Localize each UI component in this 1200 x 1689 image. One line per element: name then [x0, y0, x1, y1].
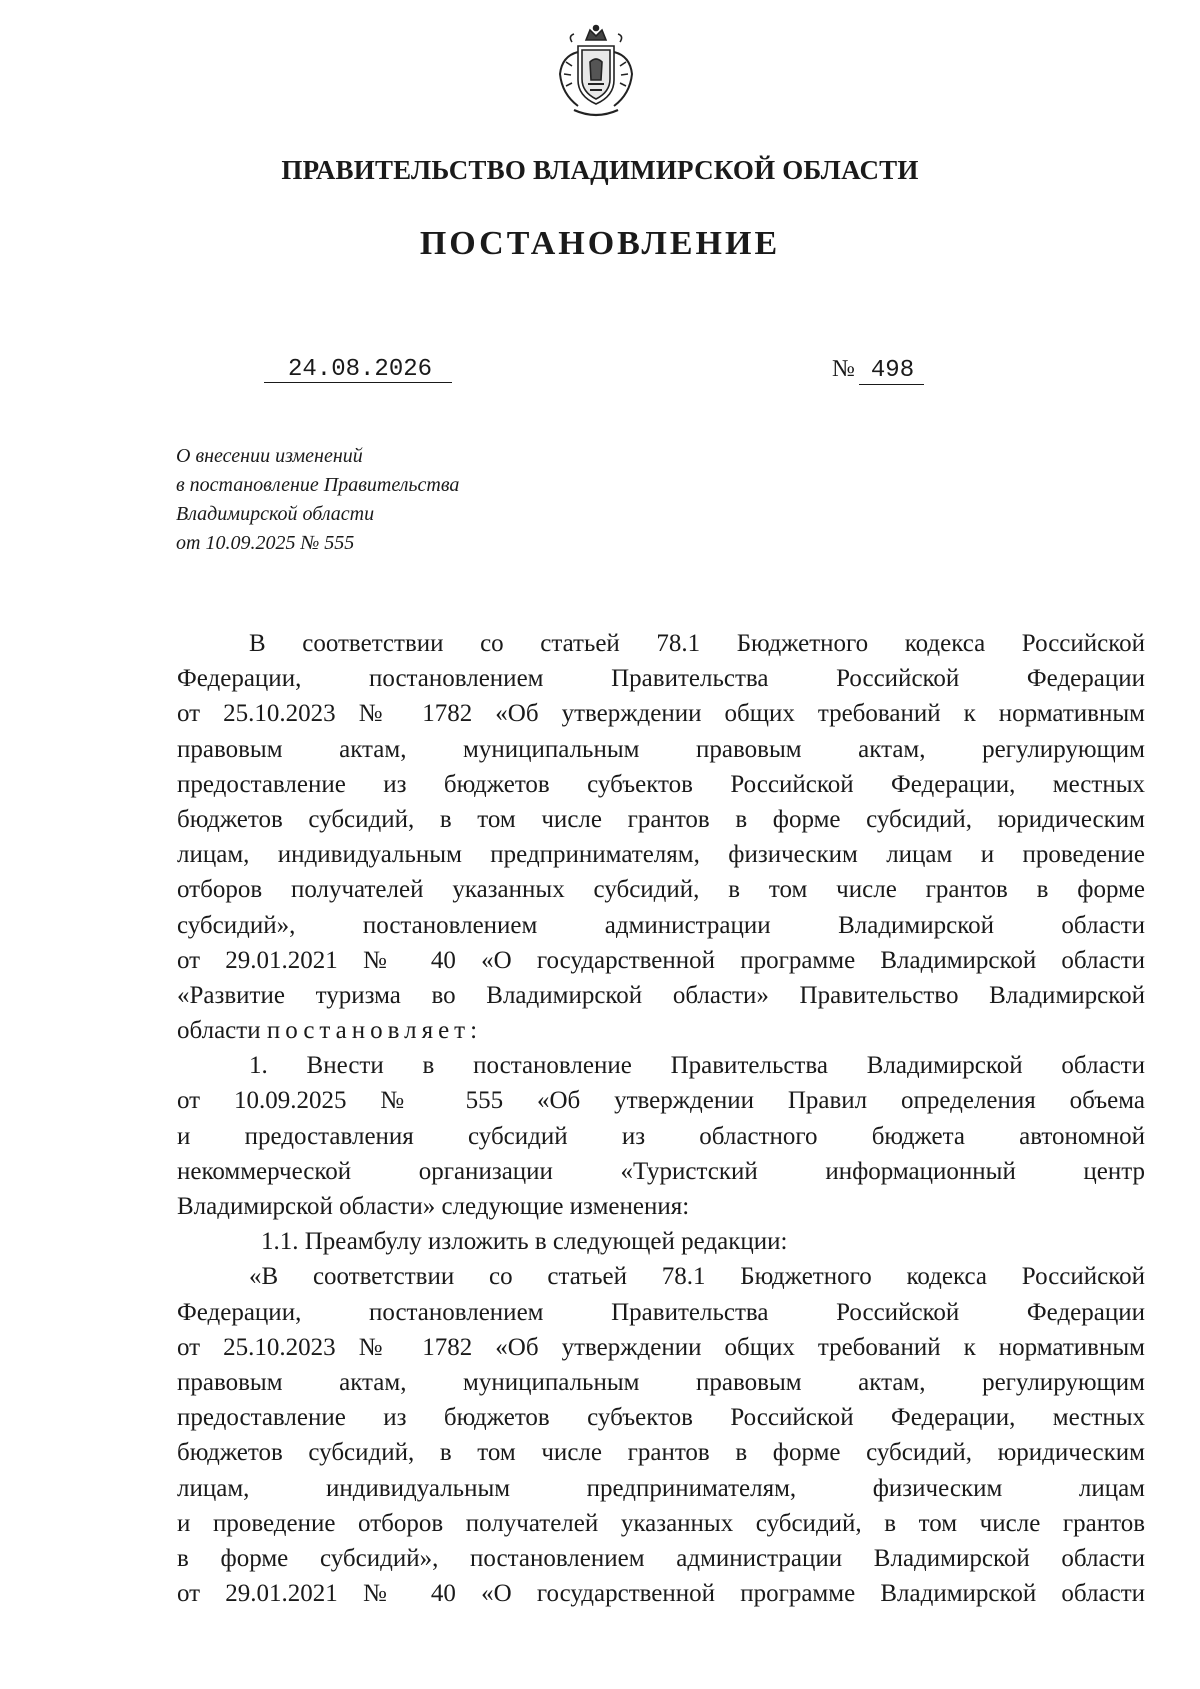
- coat-of-arms-icon: [552, 22, 640, 122]
- body-line: от 25.10.2023 № 1782 «Об утверждении общих требований к нормативным: [177, 700, 1145, 728]
- body-line: предоставление из бюджетов субъектов Российской Федерации, местных: [177, 770, 1145, 798]
- body-line: предоставление из бюджетов субъектов Российской Федерации, местных: [177, 1404, 1145, 1432]
- resolves-word: постановляет:: [266, 1017, 483, 1045]
- body-line: Владимирской области» следующие изменения:: [177, 1193, 690, 1220]
- body-line: отборов получателей указанных субсидий, в том числе грантов в форме: [177, 876, 1145, 904]
- document-number: 498: [859, 357, 924, 385]
- subject-line: от 10.09.2025 № 555: [176, 532, 355, 554]
- body-line: от 25.10.2023 № 1782 «Об утверждении общих требований к нормативным: [177, 1333, 1145, 1361]
- body-line: 1. Внести в постановление Правительства Владимирской области: [249, 1052, 1145, 1080]
- body-line: некоммерческой организации «Туристский информационный центр: [177, 1157, 1145, 1185]
- body-line: бюджетов субсидий, в том числе грантов в форме субсидий, юридическим: [177, 1439, 1145, 1467]
- subject-line: в постановление Правительства: [176, 474, 460, 496]
- body-line: «В соответствии со статьей 78.1 Бюджетного кодекса Российской: [249, 1263, 1145, 1291]
- body-line: от 10.09.2025 № 555 «Об утверждении Правил определения объема: [177, 1087, 1145, 1115]
- body-line: субсидий», постановлением администрации Владимирской области: [177, 911, 1145, 939]
- body-line: в форме субсидий», постановлением администрации Владимирской области: [177, 1544, 1145, 1572]
- organization-title: ПРАВИТЕЛЬСТВО ВЛАДИМИРСКОЙ ОБЛАСТИ: [281, 155, 919, 185]
- body-line: лицам, индивидуальным предпринимателям, физическим лицам: [177, 1474, 1145, 1502]
- document-date: 24.08.2026: [264, 358, 452, 383]
- number-sign: №: [832, 356, 855, 382]
- body-line: Федерации, постановлением Правительства Российской Федерации: [177, 1298, 1145, 1326]
- body-line: правовым актам, муниципальным правовым актам, регулирующим: [177, 1368, 1145, 1396]
- body-line: «Развитие туризма во Владимирской области» Правительство Владимирской: [177, 981, 1145, 1009]
- body-line: Федерации, постановлением Правительства Российской Федерации: [177, 665, 1145, 693]
- document-number-block: [832, 356, 924, 384]
- document-type-heading: ПОСТАНОВЛЕНИЕ: [419, 225, 781, 262]
- body-line: от 29.01.2021 № 40 «О государственной программе Владимирской области: [177, 946, 1145, 974]
- body-line-text: области: [177, 1017, 261, 1045]
- body-line: бюджетов субсидий, в том числе грантов в форме субсидий, юридическим: [177, 805, 1145, 833]
- body-line: от 29.01.2021 № 40 «О государственной программе Владимирской области: [177, 1580, 1145, 1608]
- subject-line: Владимирской области: [176, 503, 375, 525]
- body-line: В соответствии со статьей 78.1 Бюджетного кодекса Российской: [249, 630, 1145, 657]
- body-line: правовым актам, муниципальным правовым актам, регулирующим: [177, 735, 1145, 763]
- body-line: 1.1. Преамбулу изложить в следующей редакции:: [261, 1228, 788, 1256]
- body-line: [177, 1013, 1145, 1048]
- subject-line: О внесении изменений: [176, 445, 363, 467]
- document-subject: [176, 442, 596, 558]
- body-line: лицам, индивидуальным предпринимателям, физическим лицам и проведение: [177, 841, 1145, 869]
- body-line: и предоставления субсидий из областного бюджета автономной: [177, 1122, 1145, 1150]
- document-body: [177, 626, 1145, 1611]
- body-line: и проведение отборов получателей указанных субсидий, в том числе грантов: [177, 1509, 1145, 1537]
